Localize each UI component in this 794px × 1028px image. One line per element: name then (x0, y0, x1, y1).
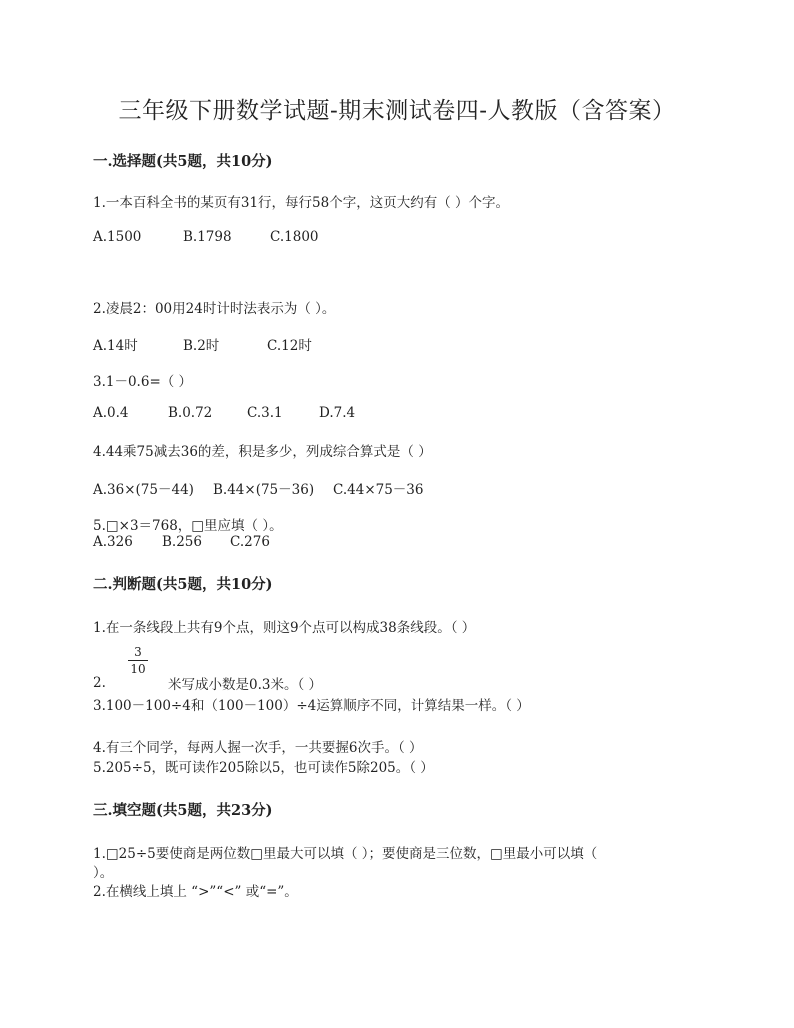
fraction-3-10 (128, 645, 148, 676)
question-1-5: 5.□×3＝768，□里应填（ ）。 (93, 518, 283, 534)
page-title: 三年级下册数学试题-期末测试卷四-人教版（含答案） (118, 98, 676, 124)
question-2-4: 4.有三个同学，每两人握一次手，一共要握6次手。（ ） (93, 740, 423, 756)
question-1-3: 3.1－0.6=（ ） (93, 374, 193, 390)
option-d: D.7.4 (319, 405, 356, 421)
option-b: B.256 (162, 534, 202, 550)
options-1-5 (93, 534, 270, 550)
option-a: A.1500 (93, 229, 142, 245)
option-b: B.2时 (183, 338, 220, 354)
fraction-bar (128, 660, 148, 661)
question-2-2: 米写成小数是0.3米。（ ） (168, 677, 323, 693)
option-c: C.12时 (267, 338, 312, 354)
question-3-2: 2.在横线上填上 “>”“<” 或“=”。 (93, 884, 298, 900)
question-2-5: 5.205÷5，既可读作205除以5，也可读作5除205。（ ） (93, 760, 434, 776)
option-c: C.1800 (270, 229, 319, 245)
option-c: C.44×75－36 (333, 482, 424, 498)
question-2-3: 3.100－100÷4和（100－100）÷4运算顺序不同，计算结果一样。（ ） (93, 698, 530, 714)
section-heading-judge: 二.判断题(共5题，共10分) (93, 576, 273, 593)
option-b: B.44×(75－36) (213, 482, 315, 498)
section-heading-fill: 三.填空题(共5题，共23分) (93, 802, 273, 819)
fraction-numerator: 3 (134, 645, 142, 659)
question-2-1: 1.在一条线段上共有9个点，则这9个点可以构成38条线段。（ ） (93, 620, 476, 636)
option-c: C.3.1 (247, 405, 283, 421)
option-b: B.0.72 (168, 405, 213, 421)
question-3-1: 1.□25÷5要使商是两位数□里最大可以填（ ）；要使商是三位数，□里最小可以填（ (93, 846, 598, 862)
question-3-1-cont: ）。 (93, 865, 114, 881)
question-1-4: 4.44乘75减去36的差，积是多少，列成综合算式是（ ） (93, 444, 432, 460)
question-2-2-number: 2. (93, 675, 106, 691)
options-1-2 (93, 334, 312, 354)
option-a: A.36×(75－44) (93, 482, 194, 498)
options-1-4 (93, 478, 424, 498)
option-b: B.1798 (183, 229, 232, 245)
option-a: A.14时 (93, 338, 138, 354)
option-a: A.0.4 (93, 405, 129, 421)
options-1-3 (93, 405, 355, 421)
option-a: A.326 (93, 534, 133, 550)
options-1-1 (93, 229, 319, 245)
option-c: C.276 (230, 534, 270, 550)
question-1-2: 2.凌晨2：00用24时计时法表示为（ ）。 (93, 301, 336, 317)
section-heading-choice: 一.选择题(共5题，共10分) (93, 153, 273, 170)
fraction-denominator: 10 (130, 662, 146, 676)
question-1-1: 1.一本百科全书的某页有31行，每行58个字，这页大约有（ ）个字。 (93, 195, 510, 211)
